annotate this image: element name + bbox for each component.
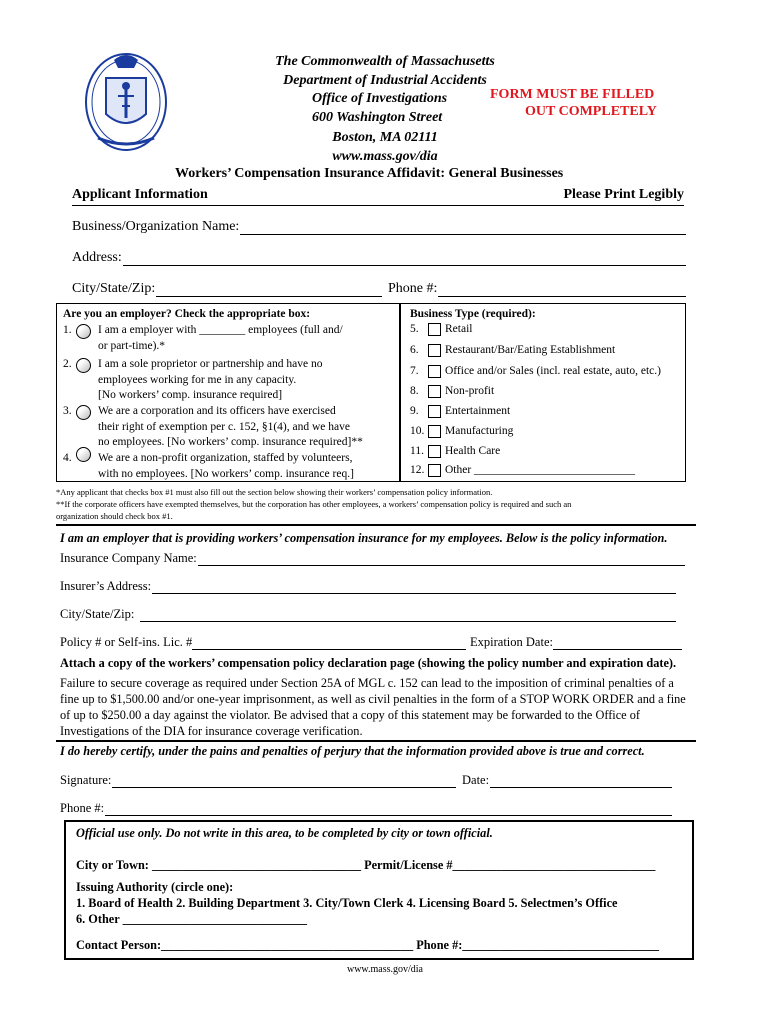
option-text: I am a employer with ________ employees (full and/ [98,324,343,336]
phone-label: Phone #: [388,281,438,296]
insurer-name-label: Insurance Company Name: [60,551,197,565]
certify-statement: I do hereby certify, under the pains and penalties of perjury that the information provided above is true and correct. [60,744,645,758]
checkbox[interactable] [428,365,441,378]
item-label: Restaurant/Bar/Eating Establishment [445,344,616,356]
date-field[interactable] [490,774,672,788]
checkbox[interactable] [428,445,441,458]
expiration-label: Expiration Date: [470,635,553,649]
header-line-4: 600 Washington Street [312,110,443,125]
footnote-2: **If the corporate officers have exempted themselves, but the corporation has other employees, a workers’ compensation policy is required and such an [56,499,572,509]
item-number: 5. [410,323,419,335]
item-number: 12. [410,464,425,476]
item-number: 7. [410,365,419,377]
business-name-label: Business/Organization Name: [72,219,240,234]
checkbox[interactable] [428,405,441,418]
footnote-1: *Any applicant that checks box #1 must also fill out the section below showing their workers’ compensation policy information. [56,487,493,497]
option-text: or part-time).* [98,339,166,352]
option-text: with no employees. [No workers’ comp. insurance req.] [98,467,354,480]
official-city-permit: City or Town: __________________________________ Permit/License #_________________________________ [76,858,656,872]
item-number: 8. [410,385,419,397]
business-type-item[interactable] [410,322,472,338]
checkbox[interactable] [428,425,441,438]
employer-box [56,303,400,482]
business-name-row [72,219,686,235]
option-text: their right of exemption per c. 152, §1(4), and we have [98,420,350,433]
insurer-address-label: Insurer’s Address: [60,579,152,593]
header-line-3: Office of Investigations [312,91,448,106]
employer-option-1[interactable] [63,323,343,352]
item-number: 6. [410,344,419,356]
insurer-name-field[interactable] [198,552,685,566]
business-type-item[interactable] [410,424,513,440]
checkbox[interactable] [428,464,441,477]
header-line-6: www.mass.gov/dia [332,149,438,164]
checkbox[interactable] [428,344,441,357]
option-text: We are a corporation and its officers have exercised [98,405,336,417]
radio-circle[interactable] [76,358,91,373]
notice-line-2: OUT COMPLETELY [525,104,657,119]
divider [56,740,696,742]
item-number: 11. [410,445,424,457]
business-type-item[interactable] [410,404,510,420]
city-label: City/State/Zip: [72,281,156,296]
business-type-item[interactable] [410,444,500,460]
option-text: I am a sole proprietor or partnership and have no [98,358,323,370]
issuing-authority-other: 6. Other ______________________________ [76,912,308,926]
phone-field[interactable] [438,283,686,297]
business-type-item[interactable] [410,364,661,380]
phone-row [388,281,686,297]
employer-option-4[interactable] [63,451,354,480]
expiration-row [470,635,682,650]
signature-row [60,773,456,788]
item-label: Non-profit [445,385,495,397]
footer-url: www.mass.gov/dia [346,964,423,975]
item-number: 10. [410,425,425,437]
business-type-box [400,303,686,482]
business-type-item[interactable] [410,463,635,479]
print-legibly-note: Please Print Legibly [563,187,684,202]
certify-phone-row [60,801,672,816]
massachusetts-seal-logo [84,46,168,152]
option-number: 1. [63,324,72,336]
employer-option-3[interactable] [63,404,363,448]
policy-number-field[interactable] [192,636,466,650]
item-label: Other ____________________________ [445,464,636,476]
header-line-1: The Commonwealth of Massachusetts [275,54,495,69]
policy-number-label: Policy # or Self-ins. Lic. # [60,635,193,649]
policy-number-row [60,635,466,650]
address-label: Address: [72,250,122,265]
official-contact: Contact Person:_________________________________________ Phone #:________________________________ [76,938,660,952]
form-title: Workers’ Compensation Insurance Affidavit: General Businesses [175,166,564,181]
official-heading: Official use only. Do not write in this area, to be completed by city or town official. [76,826,493,840]
notice-line-1: FORM MUST BE FILLED [490,87,655,102]
option-text: employees working for me in any capacity. [98,373,297,386]
divider [56,524,696,526]
policy-city-label: City/State/Zip: [60,607,135,621]
business-type-item[interactable] [410,384,494,400]
date-label: Date: [462,773,490,787]
business-type-heading: Business Type (required): [410,308,536,320]
header-line-5: Boston, MA 02111 [332,130,438,145]
option-text: We are a non-profit organization, staffed by volunteers, [98,452,353,464]
checkbox[interactable] [428,385,441,398]
city-field[interactable] [156,283,382,297]
official-use-box [64,820,694,960]
item-label: Manufacturing [445,425,514,437]
insurer-address-row [60,579,676,594]
address-field[interactable] [123,252,686,266]
business-name-field[interactable] [240,221,686,235]
issuing-authority-options: 1. Board of Health 2. Building Department 3. City/Town Clerk 4. Licensing Board 5. Selectmen’s Office [76,896,618,910]
radio-circle[interactable] [76,447,91,462]
penalty-line: Failure to secure coverage as required under Section 25A of MGL c. 152 can lead to the imposition of criminal penalties of a [60,676,674,690]
employer-question: Are you an employer? Check the appropriate box: [63,308,311,320]
applicant-heading-row [72,187,684,206]
attach-instruction: Attach a copy of the workers’ compensation policy declaration page (showing the policy number and expiration date). [60,656,677,670]
option-number: 4. [63,452,72,464]
applicant-heading: Applicant Information [72,187,208,202]
expiration-field[interactable] [553,636,682,650]
signature-field[interactable] [112,774,456,788]
date-row [462,773,672,788]
radio-circle[interactable] [76,405,91,420]
certify-phone-label: Phone #: [60,801,105,815]
insurer-address-field[interactable] [152,580,676,594]
policy-city-field[interactable] [140,608,676,622]
policy-city-row [60,607,676,622]
item-number: 9. [410,405,419,417]
penalty-text [60,675,686,739]
employer-option-2[interactable] [63,357,323,401]
penalty-line: Investigations of the DIA for insurance coverage verification. [60,724,363,738]
certify-phone-field[interactable] [105,802,672,816]
item-label: Entertainment [445,405,511,417]
insurer-name-row [60,551,685,566]
header-line-2: Department of Industrial Accidents [283,73,487,88]
address-row [72,250,686,266]
radio-circle[interactable] [76,324,91,339]
signature-label: Signature: [60,773,112,787]
penalty-line: fine up to $1,500.00 and/or one-year imprisonment, as well as civil penalties in the form of a STOP WORK ORDER and a fine [60,692,686,706]
city-row [72,281,382,297]
issuing-authority-label: Issuing Authority (circle one): [76,880,234,894]
penalty-line: of up to $250.00 a day against the violator. Be advised that a copy of this statement may be forwarded to the Office of [60,708,640,722]
option-number: 2. [63,358,72,370]
item-label: Retail [445,323,473,335]
footnote-3: organization should check box #1. [56,511,173,521]
item-label: Health Care [445,445,501,457]
business-type-item[interactable] [410,343,615,359]
policy-heading: I am an employer that is providing workers’ compensation insurance for my employees. Below is the policy information. [60,531,668,545]
checkbox[interactable] [428,323,441,336]
option-text: no employees. [No workers’ comp. insurance required]** [98,436,363,448]
item-label: Office and/or Sales (incl. real estate, auto, etc.) [445,365,661,377]
option-text: [No workers’ comp. insurance required] [98,389,283,401]
option-number: 3. [63,405,72,417]
